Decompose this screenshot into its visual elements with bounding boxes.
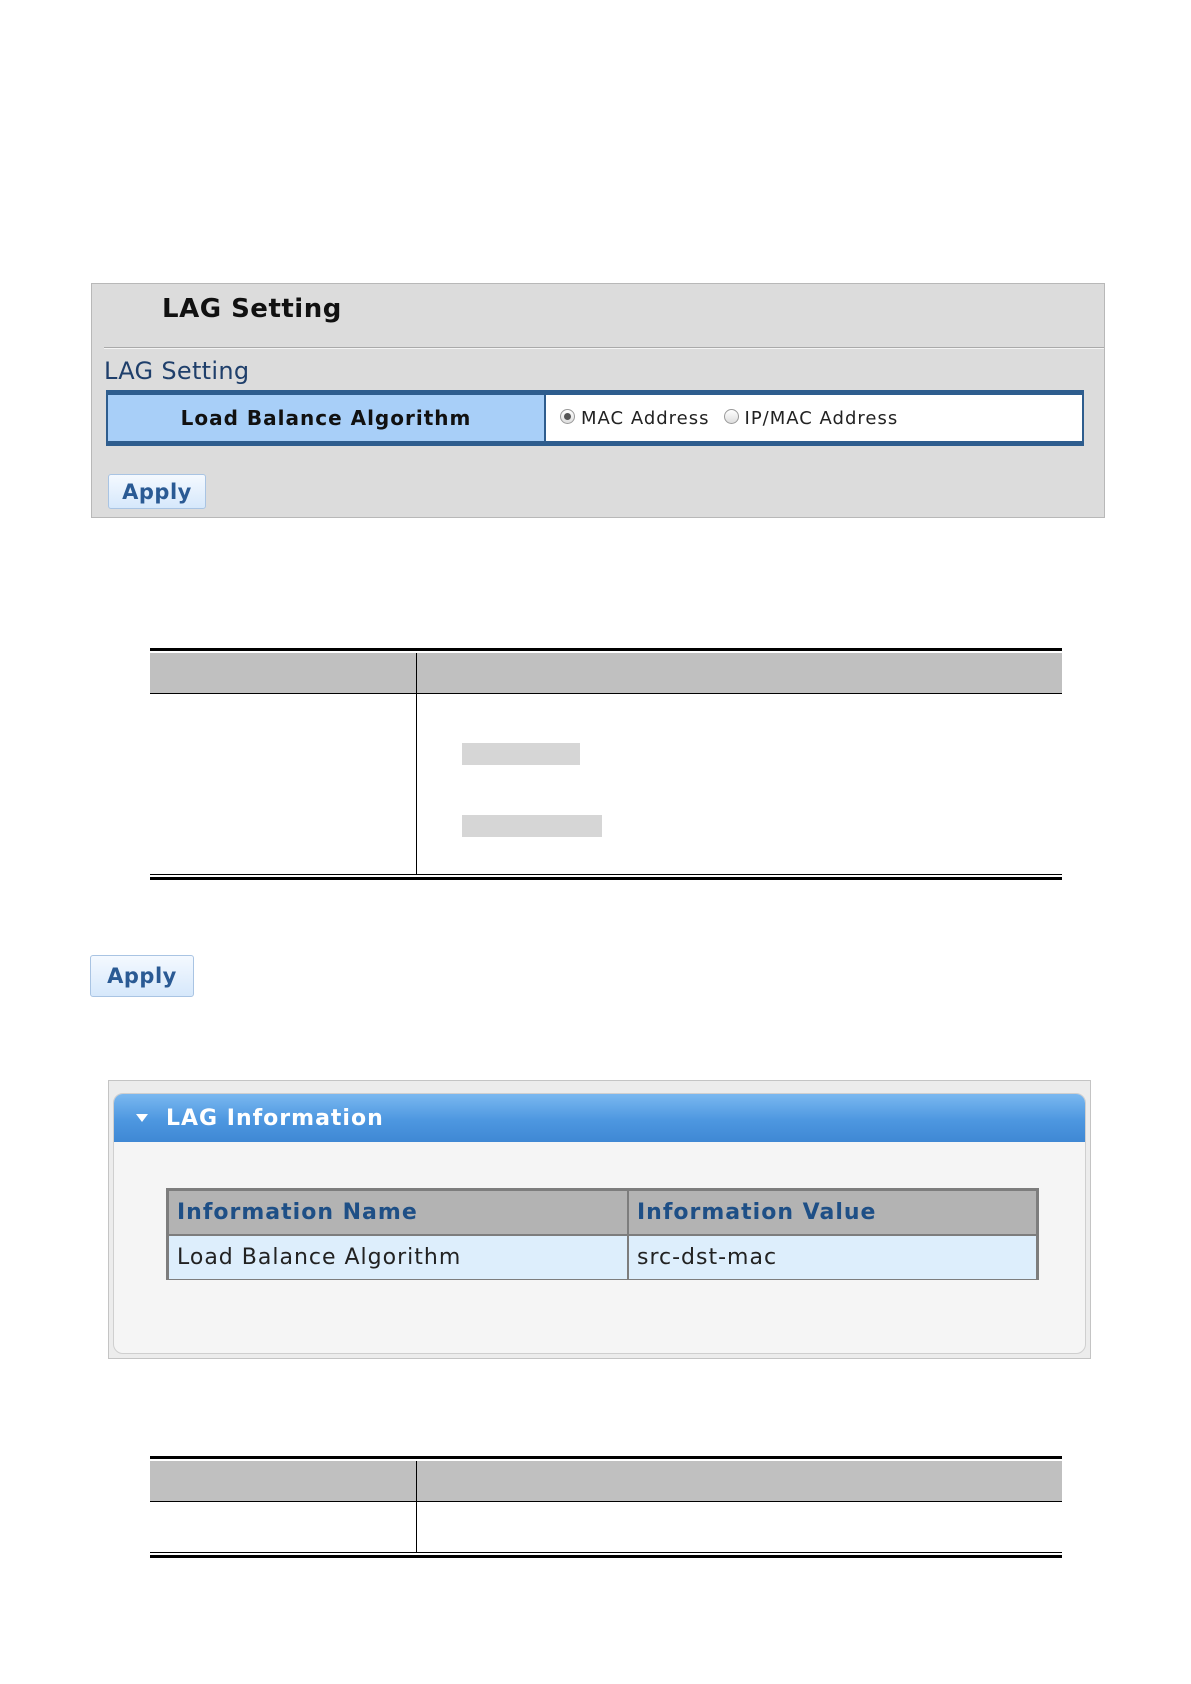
load-balance-row (106, 390, 1084, 446)
column-header-value: Information Value (637, 1200, 877, 1225)
collapse-triangle-icon[interactable] (136, 1114, 148, 1122)
apply-button[interactable]: Apply (108, 474, 206, 509)
load-balance-label: Load Balance Algorithm (108, 395, 546, 441)
redacted-block (462, 743, 580, 765)
lag-information-header[interactable] (114, 1094, 1085, 1142)
lag-information-title: LAG Information (166, 1105, 384, 1131)
table-header-row (169, 1191, 1036, 1236)
ip-mac-address-label[interactable]: IP/MAC Address (744, 407, 899, 429)
mac-address-radio[interactable] (560, 409, 575, 424)
description-table-2-header (150, 1461, 1062, 1502)
column-header-name: Information Name (169, 1191, 629, 1234)
title-divider (104, 347, 1104, 349)
info-value-cell: src-dst-mac (637, 1245, 778, 1270)
info-name-cell: Load Balance Algorithm (169, 1236, 629, 1279)
description-table-2-row (150, 1502, 1062, 1552)
description-table (150, 648, 1062, 880)
description-table-header (150, 653, 1062, 694)
load-balance-options (546, 395, 1082, 441)
lag-information-table (166, 1188, 1039, 1280)
section-title: LAG Setting (104, 357, 250, 385)
lag-information-panel (108, 1080, 1091, 1359)
table-row (169, 1236, 1036, 1279)
ip-mac-address-radio[interactable] (724, 409, 739, 424)
redacted-block (462, 815, 602, 837)
apply-button-large[interactable]: Apply (90, 955, 194, 997)
mac-address-label[interactable]: MAC Address (581, 407, 710, 429)
description-table-2 (150, 1456, 1062, 1558)
page-title: LAG Setting (162, 294, 342, 324)
description-table-row (150, 694, 1062, 874)
lag-setting-panel (91, 283, 1105, 518)
